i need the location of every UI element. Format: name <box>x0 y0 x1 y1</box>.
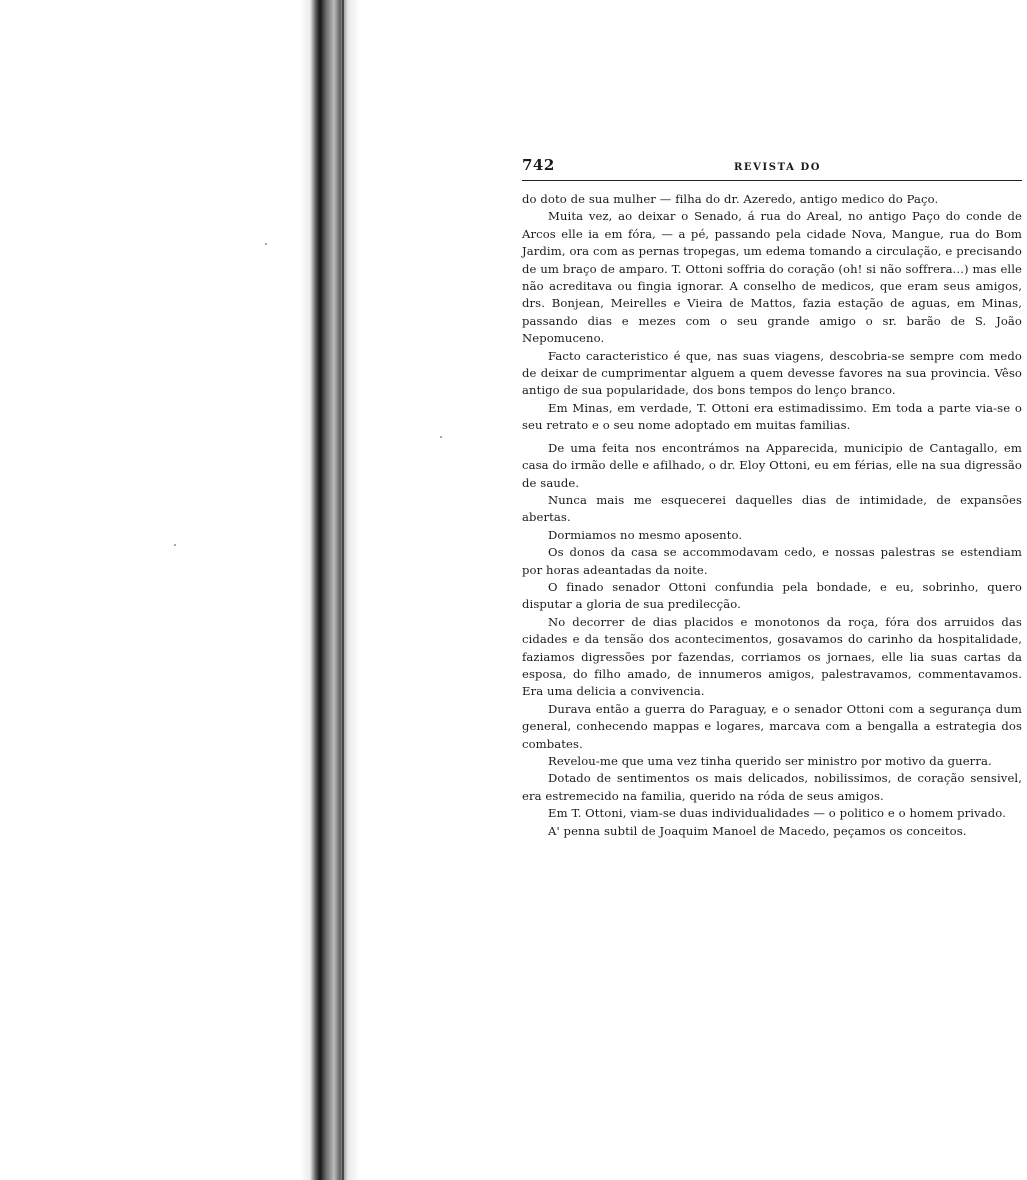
page-header <box>522 152 1022 181</box>
paragraph: Em Minas, em verdade, T. Ottoni era estimadissimo. Em toda a parte via-se o seu retrato e o seu nome adoptado em muitas familias. <box>522 400 1022 433</box>
paragraph: Facto caracteristico é que, nas suas viagens, descobria-se sempre com medo de deixar de cumprimentar alguem a quem devesse favores na sua provincia. Vêso antigo de sua popularidade, dos bons tempos do lenço branco. <box>522 348 1022 398</box>
paragraph: O finado senador Ottoni confundia pela bondade, e eu, sobrinho, quero disputar a gloria de sua predilecção. <box>522 579 1022 612</box>
paragraph: De uma feita nos encontrámos na Apparecida, municipio de Cantagallo, em casa do irmão delle e afilhado, o dr. Eloy Ottoni, eu em férias, elle na sua digressão de saude. <box>522 440 1022 490</box>
paragraph: A' penna subtil de Joaquim Manoel de Macedo, peçamos os conceitos. <box>548 823 967 838</box>
binding-line <box>342 0 344 1180</box>
scan-speck <box>174 544 176 546</box>
paragraph: Revelou-me que uma vez tinha querido ser ministro por motivo da guerra. <box>548 754 992 768</box>
paragraph: Dormiamos no mesmo aposento. <box>548 527 743 542</box>
body-text <box>522 191 1022 840</box>
paragraph: Os donos da casa se accommodavam cedo, e nossas palestras se estendiam por horas adeantadas da noite. <box>522 545 1022 577</box>
scan-speck <box>265 243 267 245</box>
book-gutter-shadow <box>300 0 360 1180</box>
paragraph: Nunca mais me esquecerei daquelles dias de intimidade, de expansões abertas. <box>522 492 1022 525</box>
paragraph: Durava então a guerra do Paraguay, e o senador Ottoni com a segurança dum general, conhecendo mappas e logares, marcava com a bengalla a estrategia dos combates. <box>522 701 1022 751</box>
paragraph: Muita vez, ao deixar o Senado, á rua do Areal, no antigo Paço do conde de Arcos elle ia em fóra, — a pé, passando pela cidade Nova, Mangue, rua do Bom Jardim, ora com as pernas tropegas, um edema tomando a circulação, e precisando de um braço de amparo. T. Ottoni soffria do coração (oh! si não soffrera...) mas elle não acreditava ou fingia ignorar. A conselho de medicos, que eram seus amigos, drs. Bonjean, Meirelles e Vieira de Mattos, fazia estação de aguas, em Minas, passando dias e mezes com o seu grande amigo o sr. barão de S. João Nepomuceno. <box>522 209 1022 346</box>
paragraph: No decorrer de dias placidos e monotonos da roça, fóra dos arruidos das cidades e da tensão dos acontecimentos, gosavamos do carinho da hospitalidade, faziamos digressões por fazendas, corriamos os jornaes, elle lia suas cartas da esposa, do filho amado, de innumeros amigos, palestravamos, commentavamos. Era uma delicia a convivencia. <box>522 614 1022 699</box>
page-number: 742 <box>522 156 555 174</box>
running-head: REVISTA DO <box>734 162 822 173</box>
page-content <box>522 152 1022 840</box>
scan-speck <box>440 436 442 438</box>
paragraph: Em T. Ottoni, viam-se duas individualidades — o politico e o homem privado. <box>548 806 1006 821</box>
paragraph: Dotado de sentimentos os mais delicados, nobilissimos, de coração sensivel, era estremecido na familia, querido na róda de seus amigos. <box>522 771 1022 803</box>
paragraph: do doto de sua mulher — filha do dr. Azeredo, antigo medico do Paço. <box>522 192 939 206</box>
